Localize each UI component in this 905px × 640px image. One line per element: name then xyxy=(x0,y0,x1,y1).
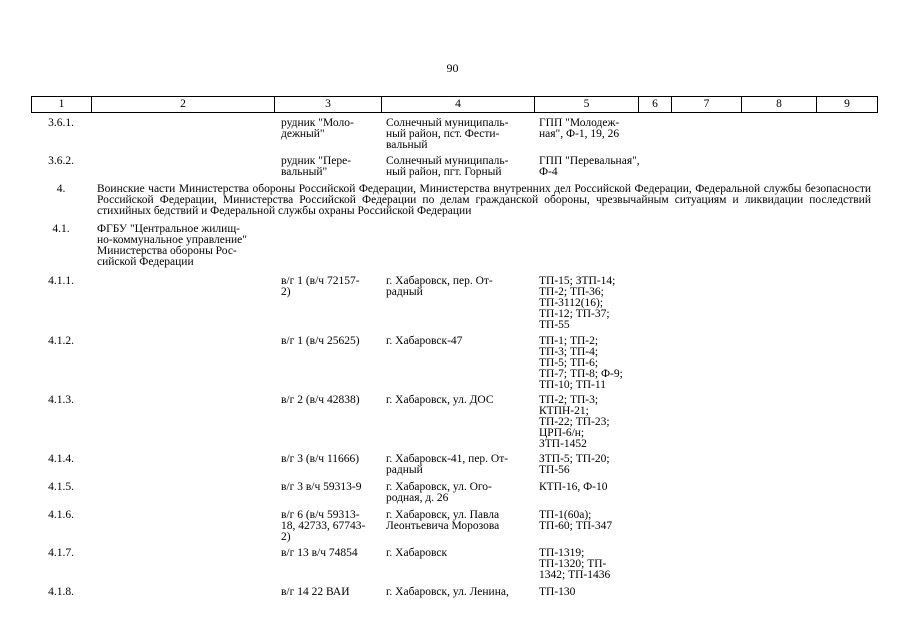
power-supply: ТП-1(60а); ТП-60; ТП-347 xyxy=(539,509,613,532)
object-name: в/г 3 в/ч 59313-9 xyxy=(281,481,362,493)
power-supply: ТП-130 xyxy=(539,586,576,598)
object-address: г. Хабаровск xyxy=(386,547,448,559)
column-header-cell: 4 xyxy=(382,97,535,113)
row-number: 4.1.3. xyxy=(48,394,74,406)
row-number: 3.6.1. xyxy=(48,117,74,129)
page-number: 90 xyxy=(446,61,459,75)
table-row xyxy=(31,587,877,601)
row-number: 4.1.7. xyxy=(48,547,74,559)
column-header-cell: 6 xyxy=(639,97,672,113)
table-body xyxy=(31,118,877,601)
object-address: г. Хабаровск-47 xyxy=(386,335,463,347)
table-row xyxy=(31,482,877,510)
table-row xyxy=(31,276,877,336)
object-name: в/г 6 (в/ч 59313- 18, 42733, 67743- 2) xyxy=(281,509,366,543)
object-address: Солнечный муниципаль- ный район, пгт. Горный xyxy=(386,155,509,178)
column-header-cell: 5 xyxy=(535,97,639,113)
power-supply: ТП-2; ТП-3; КТПН-21; ТП-22; ТП-23; ЦРП-6/н; ЗТП-1452 xyxy=(539,394,610,450)
column-header-cell: 2 xyxy=(92,97,275,113)
organization-name: ФГБУ "Центральное жилищ- но-коммунальное управление" Министерства обороны Рос- сийской Федерации xyxy=(97,223,247,268)
row-number: 4.1. xyxy=(52,223,70,235)
object-address: г. Хабаровск, ул. ДОС xyxy=(386,394,494,406)
row-number: 4.1.1. xyxy=(48,275,74,287)
table-row xyxy=(31,510,877,548)
power-supply: ТП-1; ТП-2; ТП-3; ТП-4; ТП-5; ТП-6; ТП-7; ТП-8; Ф-9; ТП-10; ТП-11 xyxy=(539,335,623,391)
object-name: рудник "Пере- вальный" xyxy=(281,155,352,178)
section-heading: Воинские части Министерства обороны Российской Федерации, Министерства внутренних дел Российской Федерации, Федеральной службы безопасности Российской Федерации, Министерства Российской Федерации по делам гражданской обороны, чрезвычайным ситуациям и ликвидации последствий стихийных бедствий и Федеральной службы охраны Российской Федерации xyxy=(97,183,871,217)
column-number-header xyxy=(31,96,878,113)
table-row xyxy=(31,548,877,587)
column-header-cell: 8 xyxy=(742,97,817,113)
power-supply: КТП-16, Ф-10 xyxy=(539,481,608,493)
object-name: в/г 3 (в/ч 11666) xyxy=(281,453,360,465)
row-number: 4.1.6. xyxy=(48,509,74,521)
column-header-cell: 7 xyxy=(672,97,742,113)
object-address: г. Хабаровск, ул. Ленина, xyxy=(386,586,509,598)
power-supply: ТП-1319; ТП-1320; ТП- 1342; ТП-1436 xyxy=(539,547,611,581)
table-row xyxy=(31,336,877,395)
row-number: 4.1.8. xyxy=(48,586,74,598)
row-number: 4.1.2. xyxy=(48,335,74,347)
object-address: г. Хабаровск, ул. Ого- родная, д. 26 xyxy=(386,481,492,504)
object-address: г. Хабаровск-41, пер. От- радный xyxy=(386,453,509,476)
object-name: в/г 14 22 ВАИ xyxy=(281,586,350,598)
column-header-cell: 9 xyxy=(817,97,878,113)
power-supply: ГПП "Молодеж- ная", Ф-1, 19, 26 xyxy=(539,117,620,140)
object-name: в/г 2 (в/ч 42838) xyxy=(281,394,360,406)
table-row xyxy=(31,224,877,276)
power-supply: ГПП "Перевальная", Ф-4 xyxy=(539,155,640,178)
power-supply: ТП-15; ЗТП-14; ТП-2; ТП-36; ТП-3112(16); ТП-12; ТП-37; ТП-55 xyxy=(539,275,616,331)
power-supply: ЗТП-5; ТП-20; ТП-56 xyxy=(539,453,610,476)
column-header-cell: 3 xyxy=(275,97,382,113)
table-row-section xyxy=(31,184,877,224)
row-number: 4.1.5. xyxy=(48,481,74,493)
table-row xyxy=(31,118,877,156)
row-number: 3.6.2. xyxy=(48,155,74,167)
object-name: в/г 13 в/ч 74854 xyxy=(281,547,358,559)
table-row xyxy=(31,395,877,454)
object-address: г. Хабаровск, пер. От- радный xyxy=(386,275,493,298)
object-name: рудник "Моло- дежный" xyxy=(281,117,354,140)
row-number: 4.1.4. xyxy=(48,453,74,465)
table-row xyxy=(31,156,877,184)
row-number: 4. xyxy=(56,183,66,195)
object-name: в/г 1 (в/ч 25625) xyxy=(281,335,360,347)
column-header-cell: 1 xyxy=(32,97,92,113)
object-name: в/г 1 (в/ч 72157- 2) xyxy=(281,275,360,298)
object-address: Солнечный муниципаль- ный район, пст. Фести- вальный xyxy=(386,117,509,151)
table-row xyxy=(31,454,877,482)
object-address: г. Хабаровск, ул. Павла Леонтьевича Морозова xyxy=(386,509,500,532)
